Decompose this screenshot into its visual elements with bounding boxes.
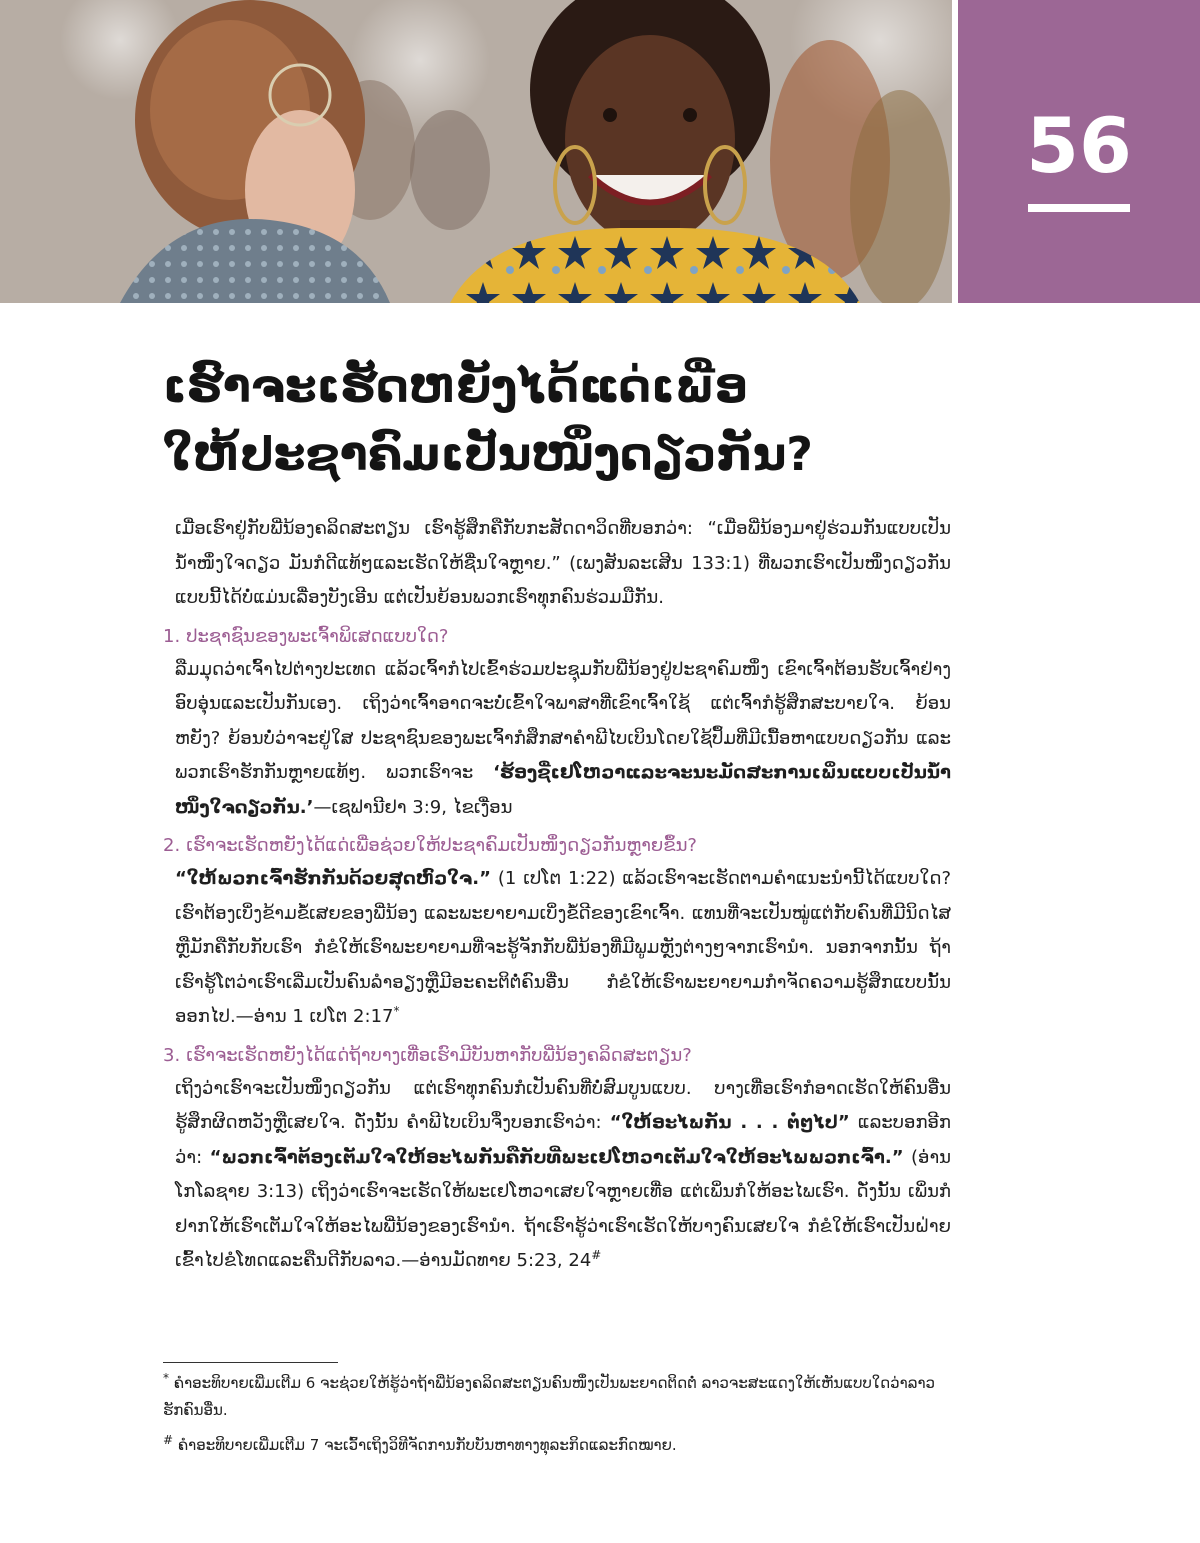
footnote-marker[interactable]: # — [591, 1248, 602, 1262]
footnote — [163, 1432, 953, 1459]
footnote-text: ຄຳອະທິບາຍເພີ່ມເຕີມ 7 ຈະເວົ້າເຖິງວິທີຈັດການກັບບັນຫາທາງທຸລະກິດແລະກົດໝາຍ. — [173, 1436, 677, 1454]
footnote-mark: # — [163, 1433, 174, 1447]
footnote-text: ຄຳອະທິບາຍເພີ່ມເຕີມ 6 ຈະຊ່ວຍໃຫ້ຮູ້ວ່າຖ້າພີ່ນ້ອງຄລິດສະຕຽນຄົນໜຶ່ງເປັນພະຍາດຕິດຕໍ່ ລາວຈະສະແດງໃຫ້ເຫັນແບບໃດວ່າລາວຮັກຄົນອື່ນ. — [163, 1374, 936, 1419]
question-text: ເຮົາຈະເຮັດຫຍັງໄດ້ແດ່ຖ້າບາງເທື່ອເຮົາມີບັນຫາກັບພີ່ນ້ອງຄລິດສະຕຽນ? — [186, 1044, 692, 1066]
photo-smiling-woman-icon — [0, 0, 952, 303]
scripture-quote: ‘ຮ້ອງຊື່ເຢໂຫວາແລະຈະນະມັດສະການເພິ່ນແບບເປັນນ້ຳໜຶ່ງໃຈດຽວກັນ.’ — [175, 762, 951, 818]
scripture-quote: “ພວກເຈົ້າຕ້ອງເຕັມໃຈໃຫ້ອະໄພກັນຄືກັບທີ່ພະເຢໂຫວາເຕັມໃຈໃຫ້ອະໄພພວກເຈົ້າ.” — [209, 1146, 904, 1168]
question-3 — [163, 1039, 951, 1072]
question-number: 3. — [163, 1044, 181, 1066]
question-number: 2. — [163, 835, 181, 856]
lesson-body — [163, 512, 951, 1283]
scripture-quote: “ໃຫ້ອະໄພກັນ . . . ຕໍ່ໆໄປ” — [609, 1112, 850, 1133]
intro-paragraph: ເມື່ອເຮົາຢູ່ກັບພີ່ນ້ອງຄລິດສະຕຽນ ເຮົາຮູ້ສຶກຄືກັບກະສັດດາວິດທີ່ບອກວ່າ: “ເມື່ອພີ່ນ້ອງມາຢູ່ຮ່ວມກັນແບບເປັນນ້ຳໜຶ່ງໃຈດຽວ ມັນກໍດີແທ້ໆແລະເຮັດໃຫ້ຊື່ນໃຈຫຼາຍ.” (ເພງສັນລະເສີນ 133:1) ທີ່ພວກເຮົາເປັນໜຶ່ງດຽວກັນແບບນີ້ໄດ້ບໍ່ແມ່ນເລື່ອງບັງເອີນ ແຕ່ເປັນຍ້ອນພວກເຮົາທຸກຄົນຮ່ວມມືກັນ. — [175, 518, 951, 608]
answer-2 — [163, 862, 951, 1035]
title-line: ໃຫ້ປະຊາຄົມເປັນໜຶ່ງດຽວກັນ? — [163, 427, 813, 481]
question-text: ເຮົາຈະເຮັດຫຍັງໄດ້ແດ່ເພື່ອຊ່ວຍໃຫ້ປະຊາຄົມເປັນໜຶ່ງດຽວກັນຫຼາຍຂຶ້ນ? — [186, 835, 697, 856]
page-title — [163, 352, 963, 488]
lesson-number-badge — [958, 0, 1200, 303]
answer-text: ເຖິງວ່າເຮົາຈະເປັນໜຶ່ງດຽວກັນ ແຕ່ເຮົາທຸກຄົນກໍເປັນຄົນທີ່ບໍ່ສົມບູນແບບ. ບາງເທື່ອເຮົາກໍອາດເຮັດໃຫ້ຄົນອື່ນຮູ້ສຶກຜິດຫວັງຫຼືເສຍໃຈ. ດັ່ງນັ້ນ ຄຳພີໄບເບິນຈຶ່ງບອກເຮົາວ່າ: — [175, 1077, 951, 1133]
footnote-divider — [163, 1362, 338, 1363]
answer-text: ລືມມຸດວ່າເຈົ້າໄປຕ່າງປະເທດ ແລ້ວເຈົ້າກໍໄປເຂົ້າຮ່ວມປະຊຸມກັບພີ່ນ້ອງຢູ່ປະຊາຄົມໜຶ່ງ ເຂົາເຈົ້າຕ້ອນຮັບເຈົ້າຢ່າງອົບອຸ່ນແລະເປັນກັນເອງ. ເຖິງວ່າເຈົ້າອາດຈະບໍ່ເຂົ້າໃຈພາສາທີ່ເຂົາເຈົ້າໃຊ້ ແຕ່ເຈົ້າກໍຮູ້ສຶກສະບາຍໃຈ. ຍ້ອນຫຍັງ? ຍ້ອນບໍ່ວ່າຈະຢູ່ໃສ ປະຊາຊົນຂອງພະເຈົ້າກໍສຶກສາຄຳພີໄບເບິນໂດຍໃຊ້ປຶ້ມທີ່ມີເນື້ອຫາແບບດຽວກັນ ແລະພວກເຮົາຮັກກັນຫຼາຍແທ້ໆ. ພວກເຮົາຈະ — [175, 658, 951, 783]
header-photo — [0, 0, 952, 303]
answer-text: (1 ເປໂຕ 1:22) ແລ້ວເຮົາຈະເຮັດຕາມຄຳແນະນຳນີ້ໄດ້ແບບໃດ? ເຮົາຕ້ອງເບິ່ງຂ້າມຂໍ້ເສຍຂອງພີ່ນ້ອງ ແລະພະຍາຍາມເບິ່ງຂໍ້ດີຂອງເຂົາເຈົ້າ. ແທນທີ່ຈະເປັນໝູ່ແຕ່ກັບຄົນທີ່ມີນິດໄສຫຼືມັກຄືກັບກັບເຮົາ ກໍຂໍໃຫ້ເຮົາພະຍາຍາມທີ່ຈະຮູ້ຈັກກັບພີ່ນ້ອງທີ່ມີພູມຫຼັງຕ່າງໆຈາກເຮົານຳ. ນອກຈາກນັ້ນ ຖ້າເຮົາຮູ້ໂຕວ່າເຮົາເລີ່ມເປັນຄົນລຳອຽງຫຼືມີອະຄະຕິຕໍ່ຄົນອື່ນ ກໍຂໍໃຫ້ເຮົາພະຍາຍາມກຳຈັດຄວາມຮູ້ສຶກແບບນັ້ນອອກໄປ.—ອ່ານ 1 ເປໂຕ 2:17 — [175, 868, 951, 1027]
scripture-quote: “ໃຫ້ພວກເຈົ້າຮັກກັນດ້ວຍສຸດຫົວໃຈ.” — [175, 868, 491, 889]
footnote-mark: * — [163, 1371, 169, 1385]
badge-underline — [1028, 204, 1130, 212]
answer-text: (ອ່ານໂກໂລຊາຍ 3:13) ເຖິງວ່າເຮົາຈະເຮັດໃຫ້ພະເຢໂຫວາເສຍໃຈຫຼາຍເທື່ອ ແຕ່ເພິ່ນກໍໃຫ້ອະໄພເຮົາ. ດັ່ງນັ້ນ ເພິ່ນກໍຢາກໃຫ້ເຮົາເຕັມໃຈໃຫ້ອະໄພພີ່ນ້ອງຂອງເຮົານຳ. ຖ້າເຮົາຮູ້ວ່າເຮົາເຮັດໃຫ້ບາງຄົນເສຍໃຈ ກໍຂໍໃຫ້ເຮົາເປັນຝ່າຍເຂົ້າໄປຂໍໂທດແລະຄືນດີກັບລາວ.—ອ່ານມັດທາຍ 5:23, 24 — [175, 1146, 951, 1271]
title-line: ເຮົາຈະເຮັດຫຍັງໄດ້ແດ່ເພື່ອ — [163, 359, 748, 413]
scripture-reference: —ເຊຟານີຢາ 3:9, ໄຂເງື່ອນ — [313, 796, 513, 818]
footnote-marker[interactable]: * — [393, 1004, 400, 1018]
footnote — [163, 1370, 953, 1424]
answer-1 — [163, 653, 951, 826]
lesson-number: 56 — [1026, 101, 1132, 190]
question-number: 1. — [163, 625, 181, 647]
question-text: ປະຊາຊົນຂອງພະເຈົ້າພິເສດແບບໃດ? — [186, 625, 449, 647]
answer-text: ແລະບອກອີກວ່າ: — [175, 1112, 951, 1168]
question-1 — [163, 620, 951, 653]
footnotes — [163, 1370, 953, 1467]
answer-3 — [163, 1072, 951, 1279]
question-2 — [163, 829, 951, 862]
